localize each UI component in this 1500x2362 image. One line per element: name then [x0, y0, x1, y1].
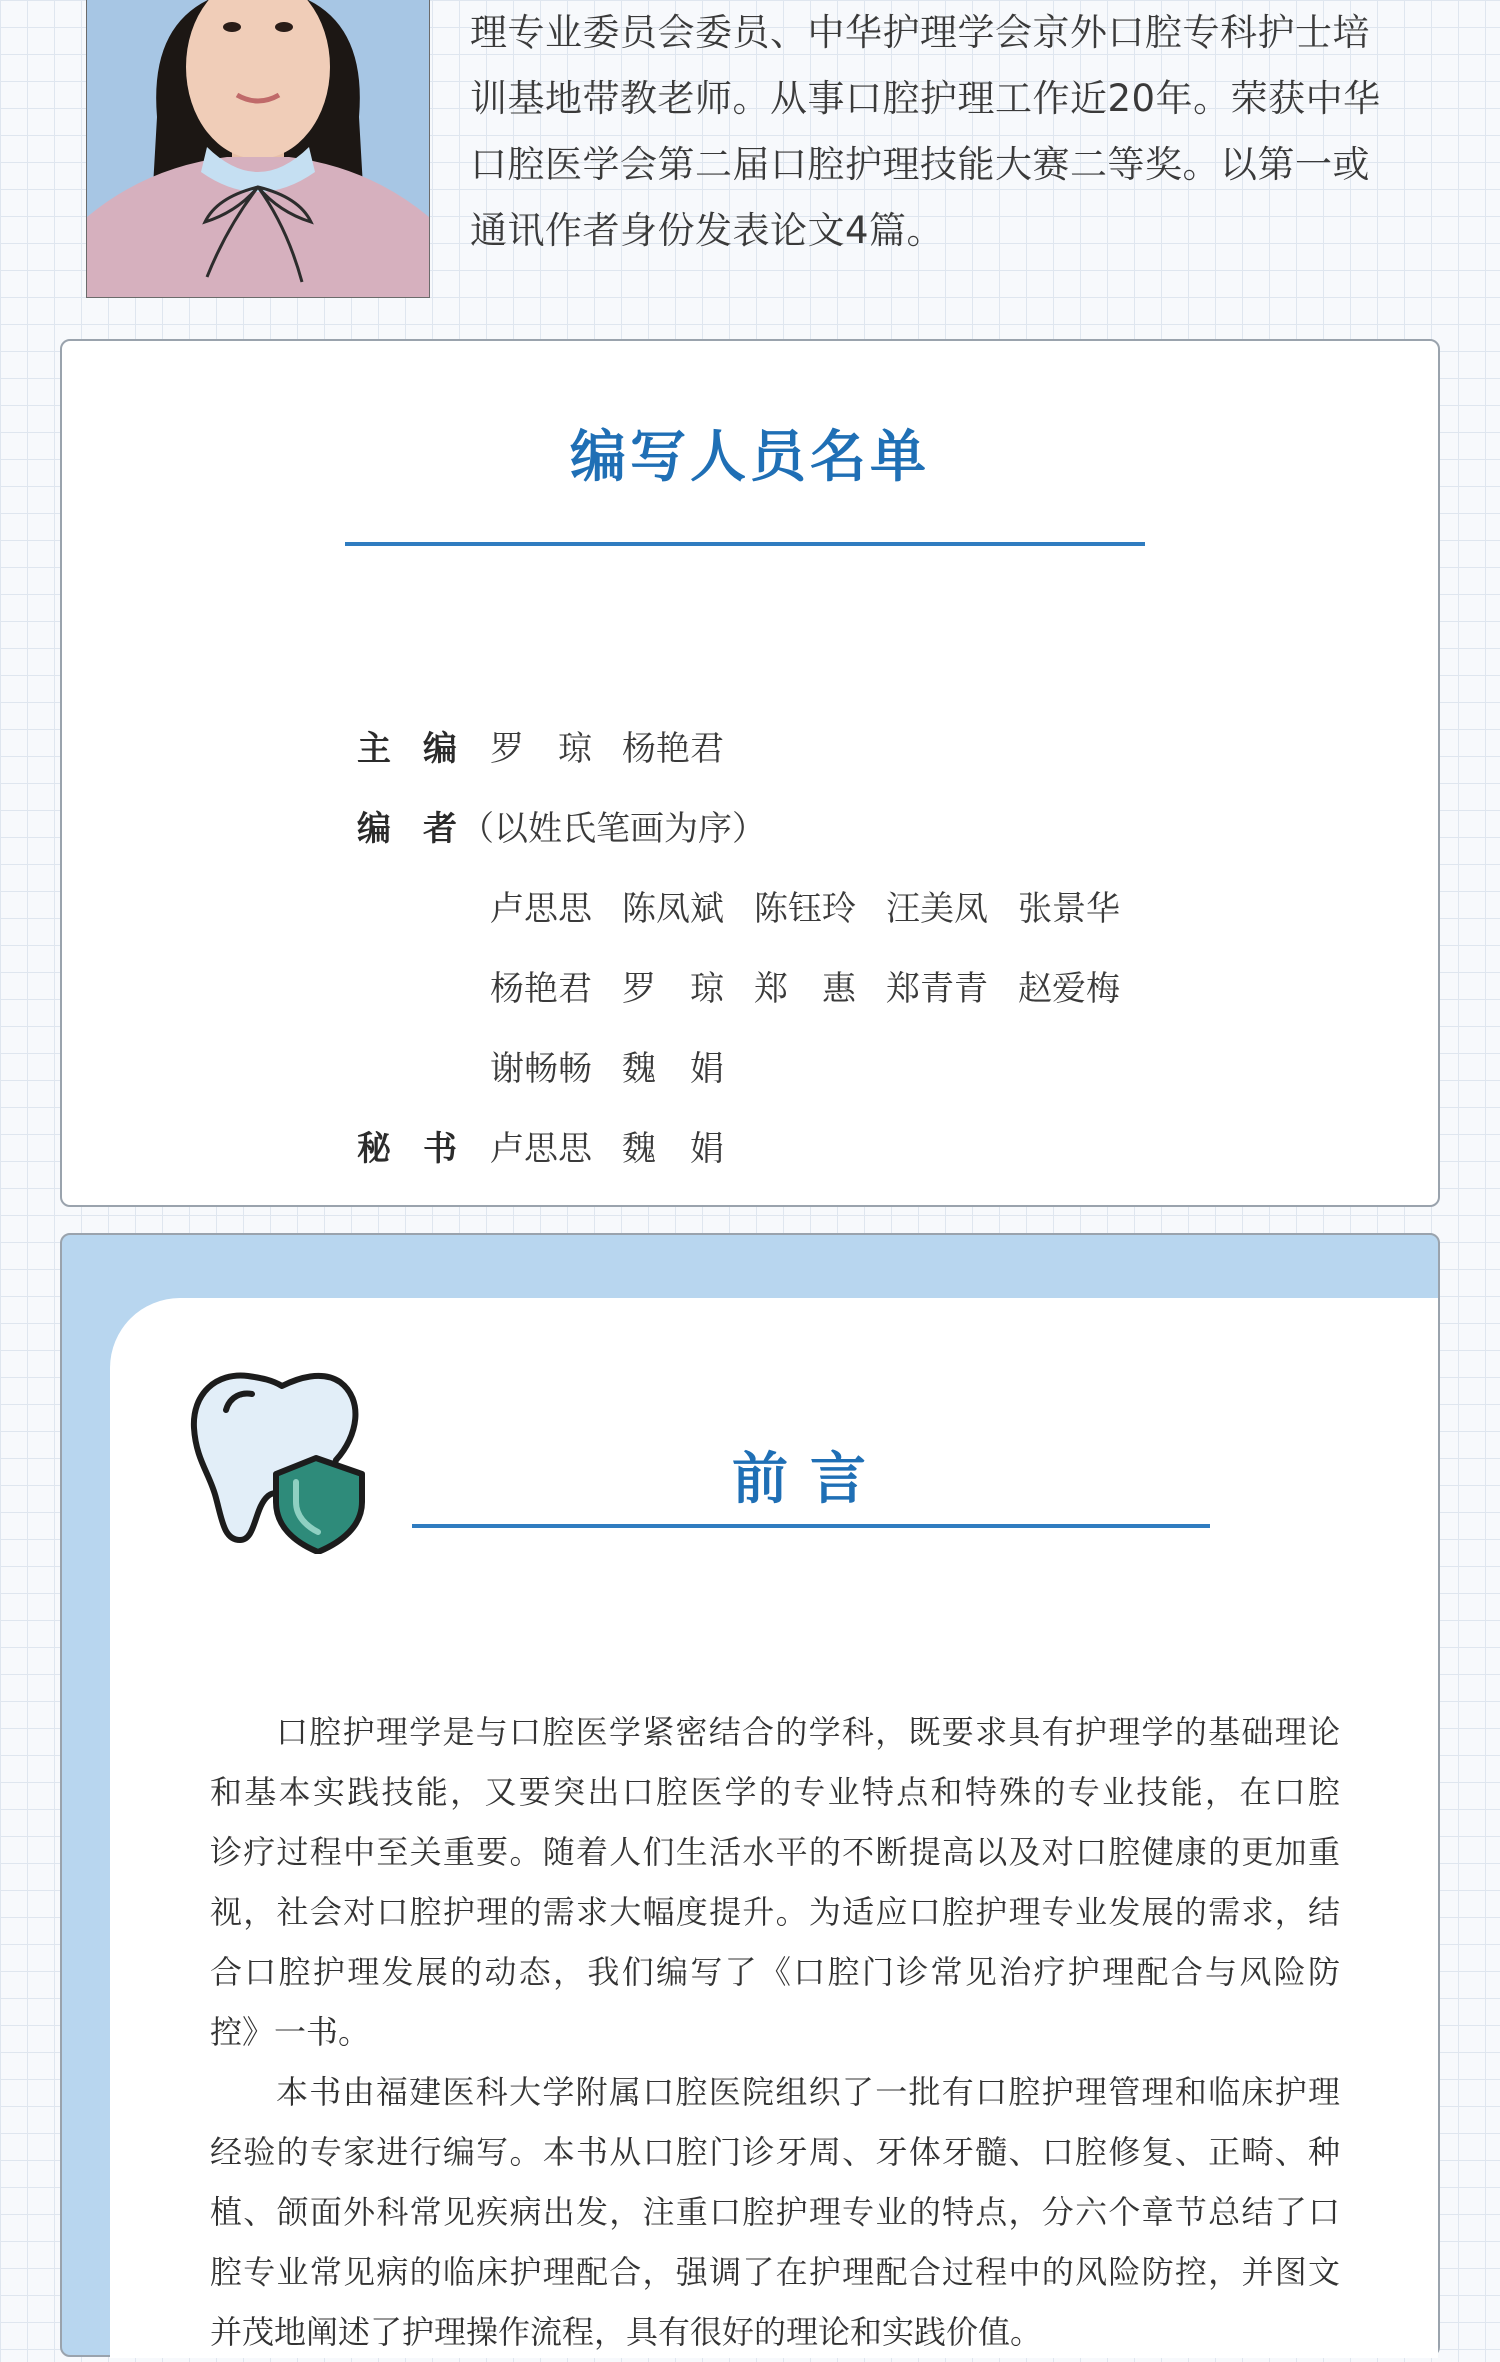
bio-line: 训基地带教老师。从事口腔护理工作近20年。荣获中华: [470, 77, 1381, 120]
preface-title: 前言: [732, 1447, 888, 1512]
preface-body: [210, 1702, 1340, 2362]
author-name: 张景华: [1018, 889, 1120, 929]
authors-order-note: （以姓氏笔画为序）: [460, 809, 766, 849]
preface-line: 诊疗过程中至关重要。随着人们生活水平的不断提高以及对口腔健康的更加重: [210, 1833, 1340, 1871]
chief-editor-name: 杨艳君: [622, 729, 724, 769]
author-bio-section: [0, 0, 1500, 300]
author-name: 魏 娟: [622, 1049, 724, 1089]
author-name: 陈钰玲: [754, 889, 856, 929]
author-name: 郑 惠: [754, 969, 856, 1009]
author-name: 谢畅畅: [490, 1049, 592, 1089]
preface-title-divider: [412, 1524, 1210, 1528]
secretary-name: 卢思思: [490, 1129, 592, 1169]
editor-list-card: [60, 339, 1440, 1207]
editor-roster: [62, 341, 1438, 1205]
authors-label: 编 者: [357, 809, 457, 849]
tooth-shield-icon: [186, 1370, 370, 1554]
author-bio-text: [470, 0, 1430, 264]
author-name: 赵爱梅: [1018, 969, 1120, 1009]
preface-line: 本书由福建医科大学附属口腔医院组织了一批有口腔护理管理和临床护理: [276, 2073, 1340, 2111]
bio-line: 通讯作者身份发表论文4篇。: [470, 209, 945, 252]
portrait-illustration: [87, 0, 429, 297]
chief-editor-label: 主 编: [357, 729, 457, 769]
author-name: 罗 琼: [622, 969, 724, 1009]
author-name: 郑青青: [886, 969, 988, 1009]
preface-line: 合口腔护理发展的动态，我们编写了《口腔门诊常见治疗护理配合与风险防: [210, 1953, 1340, 1991]
chief-editor-name: 罗 琼: [490, 729, 592, 769]
preface-line: 视，社会对口腔护理的需求大幅度提升。为适应口腔护理专业发展的需求，结: [210, 1893, 1340, 1931]
bio-line: 理专业委员会委员、中华护理学会京外口腔专科护士培: [470, 11, 1370, 54]
secretary-name: 魏 娟: [622, 1129, 724, 1169]
preface-line: 并茂地阐述了护理操作流程，具有很好的理论和实践价值。: [210, 2313, 1043, 2351]
author-name: 汪美凤: [886, 889, 988, 929]
preface-line: 口腔护理学是与口腔医学紧密结合的学科，既要求具有护理学的基础理论: [276, 1713, 1340, 1751]
editor-list-title: 编写人员名单: [570, 425, 930, 490]
bio-line: 口腔医学会第二届口腔护理技能大赛二等奖。以第一或: [470, 143, 1370, 186]
author-name: 陈凤斌: [622, 889, 724, 929]
author-name: 杨艳君: [490, 969, 592, 1009]
preface-line: 腔专业常见病的临床护理配合，强调了在护理配合过程中的风险防控，并图文: [210, 2253, 1340, 2291]
secretary-label: 秘 书: [357, 1129, 457, 1169]
preface-line: 植、颌面外科常见疾病出发，注重口腔护理专业的特点，分六个章节总结了口: [210, 2193, 1340, 2231]
preface-line: 经验的专家进行编写。本书从口腔门诊牙周、牙体牙髓、口腔修复、正畸、种: [210, 2133, 1340, 2171]
preface-line: 控》一书。: [210, 2013, 371, 2051]
author-photo: [86, 0, 430, 298]
preface-line: 和基本实践技能，又要突出口腔医学的专业特点和特殊的专业技能，在口腔: [210, 1773, 1340, 1811]
author-name: 卢思思: [490, 889, 592, 929]
